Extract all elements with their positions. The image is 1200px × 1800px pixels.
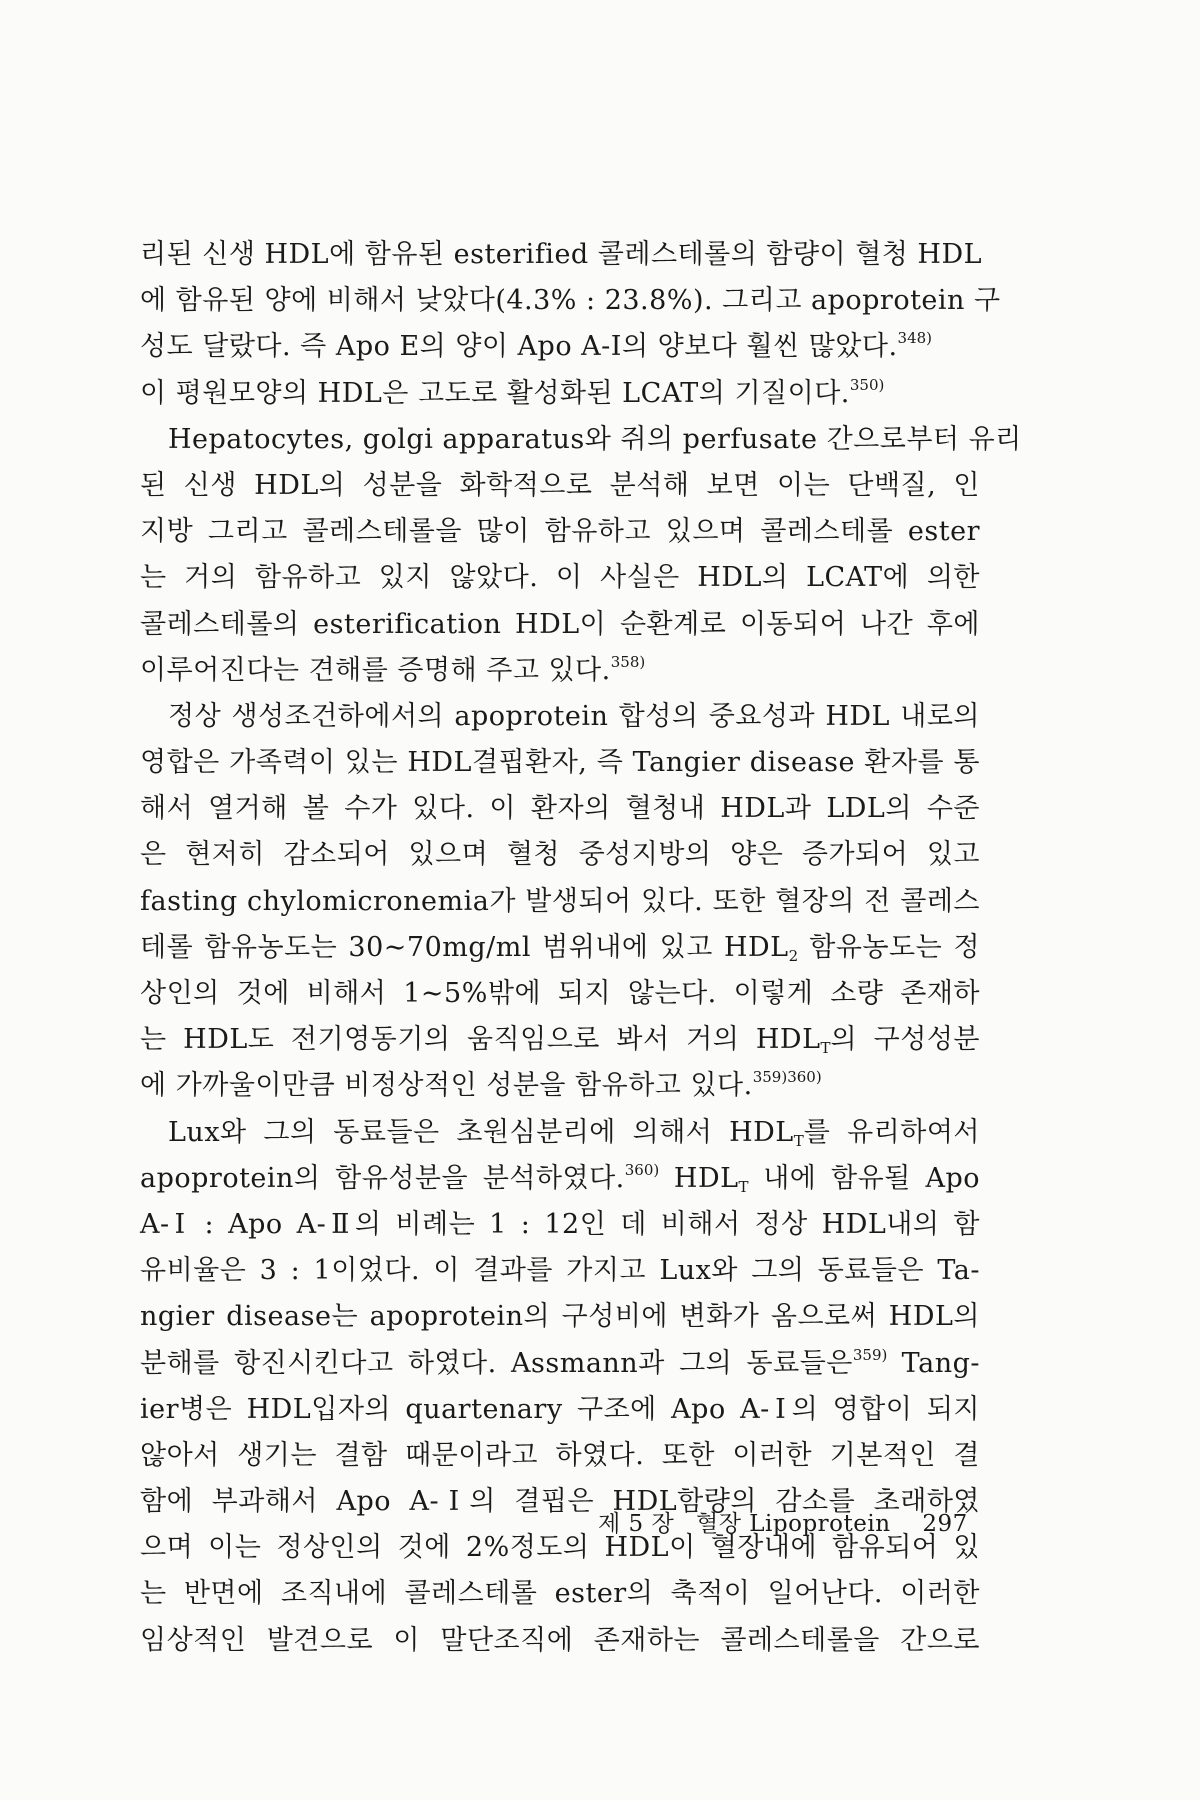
text-segment: Lux와 그의 동료들은 초원심분리에 의해서 HDL bbox=[168, 1116, 794, 1148]
text-line bbox=[140, 1618, 980, 1664]
text-segment: 이루어진다는 견해를 증명해 주고 있다. bbox=[140, 654, 611, 686]
text-line bbox=[140, 925, 980, 971]
text-segment: 임상적인 발견으로 이 말단조직에 존재하는 콜레스테롤을 간으로 bbox=[140, 1624, 980, 1656]
text-segment: 않아서 생기는 결함 때문이라고 하였다. 또한 이러한 기본적인 결 bbox=[140, 1439, 980, 1471]
citation-superscript: 359)360) bbox=[752, 1068, 822, 1087]
text-line bbox=[140, 1341, 980, 1387]
text-line bbox=[140, 371, 980, 417]
text-segment: 함에 부과해서 Apo A-Ⅰ의 결핍은 HDL함량의 감소를 초래하였 bbox=[140, 1486, 980, 1518]
citation-superscript: 350) bbox=[849, 375, 885, 394]
text-segment: 함유농도는 정 bbox=[798, 931, 980, 963]
text-line bbox=[140, 786, 980, 832]
text-segment: 에 함유된 양에 비해서 낮았다(4.3% : 23.8%). 그리고 apoprotein 구 bbox=[140, 285, 1001, 317]
text-segment: 유비율은 3 : 1이었다. 이 결과를 가지고 Lux와 그의 동료들은 Ta- bbox=[140, 1255, 980, 1287]
chapter-label: 제 5 장 bbox=[598, 1511, 675, 1537]
text-segment: 으며 이는 정상인의 것에 2%정도의 HDL이 혈장내에 함유되어 있 bbox=[140, 1532, 980, 1564]
text-line bbox=[140, 832, 980, 878]
subscript: 2 bbox=[788, 946, 799, 965]
text-segment: Tang- bbox=[887, 1347, 980, 1379]
page-number: 297 bbox=[922, 1511, 968, 1537]
text-segment: Hepatocytes, golgi apparatus와 쥐의 perfusate 간으로부터 유리 bbox=[168, 423, 1022, 455]
text-segment: 에 가까울이만큼 비정상적인 성분을 함유하고 있다. bbox=[140, 1070, 753, 1102]
text-line bbox=[140, 1387, 980, 1433]
text-line bbox=[140, 1202, 980, 1248]
text-segment: 리된 신생 HDL에 함유된 esterified 콜레스테롤의 함량이 혈청 HDL bbox=[140, 239, 983, 270]
text-segment: 는 반면에 조직내에 콜레스테롤 ester의 축적이 일어난다. 이러한 bbox=[140, 1578, 980, 1610]
text-segment: 를 유리하여서 bbox=[803, 1116, 980, 1148]
text-line bbox=[140, 1063, 980, 1109]
text-segment: 해서 열거해 볼 수가 있다. 이 환자의 혈청내 HDL과 LDL의 수준 bbox=[140, 793, 980, 825]
text-line bbox=[140, 1017, 980, 1063]
citation-superscript: 358) bbox=[610, 652, 646, 671]
text-line bbox=[140, 555, 980, 601]
text-segment: 테롤 함유농도는 30∼70mg/ml 범위내에 있고 HDL bbox=[140, 931, 789, 963]
text-segment: 영합은 가족력이 있는 HDL결핍환자, 즉 Tangier disease 환자를 통 bbox=[140, 747, 980, 779]
text-line bbox=[140, 232, 983, 278]
text-segment: fasting chylomicronemia가 발생되어 있다. 또한 혈장의 전 콜레스 bbox=[140, 885, 980, 917]
text-line bbox=[140, 740, 980, 786]
text-line bbox=[140, 1294, 980, 1340]
text-line bbox=[140, 1156, 980, 1202]
citation-superscript: 348) bbox=[897, 329, 933, 348]
body-text bbox=[140, 232, 1022, 1664]
text-segment: 성도 달랐다. 즉 Apo E의 양이 Apo A-Ⅰ의 양보다 훨씬 많았다. bbox=[140, 331, 898, 363]
text-segment: 이 평원모양의 HDL은 고도로 활성화된 LCAT의 기질이다. bbox=[140, 377, 850, 409]
citation-superscript: 359) bbox=[852, 1345, 888, 1364]
chapter-title: 혈장 Lipoprotein bbox=[696, 1511, 891, 1537]
page-footer bbox=[598, 1505, 968, 1538]
text-line bbox=[140, 602, 980, 648]
text-segment: 된 신생 HDL의 성분을 화학적으로 분석해 보면 이는 단백질, 인 bbox=[140, 469, 980, 501]
text-segment: 은 현저히 감소되어 있으며 혈청 중성지방의 양은 증가되어 있고 bbox=[140, 839, 980, 871]
text-line bbox=[140, 694, 980, 740]
text-segment: 분해를 항진시킨다고 하였다. Assmann과 그의 동료들은 bbox=[140, 1347, 853, 1379]
text-segment: 의 구성성분 bbox=[830, 1024, 981, 1056]
subscript: T bbox=[820, 1039, 831, 1058]
text-line bbox=[140, 971, 980, 1017]
text-segment: ier병은 HDL입자의 quartenary 구조에 Apo A-Ⅰ의 영합이 되지 bbox=[140, 1393, 980, 1425]
text-segment: A-Ⅰ : Apo A-Ⅱ의 비례는 1 : 12인 데 비해서 정상 HDL내의 함 bbox=[140, 1208, 980, 1240]
text-segment: apoprotein의 함유성분을 분석하였다. bbox=[140, 1162, 625, 1194]
text-line bbox=[140, 1110, 980, 1156]
text-segment: 는 거의 함유하고 있지 않았다. 이 사실은 HDL의 LCAT에 의한 bbox=[140, 562, 980, 594]
citation-superscript: 360) bbox=[624, 1160, 660, 1179]
text-line bbox=[140, 1248, 980, 1294]
text-segment: ngier disease는 apoprotein의 구성비에 변화가 옴으로써 HDL의 bbox=[140, 1301, 980, 1333]
text-segment: 상인의 것에 비해서 1∼5%밖에 되지 않는다. 이렇게 소량 존재하 bbox=[140, 978, 980, 1009]
text-line bbox=[140, 463, 980, 509]
text-line bbox=[140, 1433, 980, 1479]
text-segment: 콜레스테롤의 esterification HDL이 순환계로 이동되어 나간 후에 bbox=[140, 608, 980, 640]
text-segment: 내에 함유될 Apo bbox=[748, 1162, 980, 1194]
text-line bbox=[140, 1571, 980, 1617]
text-segment: 는 HDL도 전기영동기의 움직임으로 봐서 거의 HDL bbox=[140, 1024, 821, 1056]
text-line bbox=[140, 324, 980, 370]
text-segment: 지방 그리고 콜레스테롤을 많이 함유하고 있으며 콜레스테롤 ester bbox=[140, 516, 980, 548]
text-segment: 정상 생성조건하에서의 apoprotein 합성의 중요성과 HDL 내로의 bbox=[168, 700, 980, 732]
text-line bbox=[140, 879, 980, 925]
subscript: T bbox=[738, 1177, 749, 1196]
text-line bbox=[140, 509, 980, 555]
text-line bbox=[140, 278, 1001, 324]
text-line bbox=[140, 417, 1022, 463]
subscript: T bbox=[793, 1131, 804, 1150]
text-line bbox=[140, 648, 980, 694]
text-segment: HDL bbox=[659, 1162, 739, 1194]
